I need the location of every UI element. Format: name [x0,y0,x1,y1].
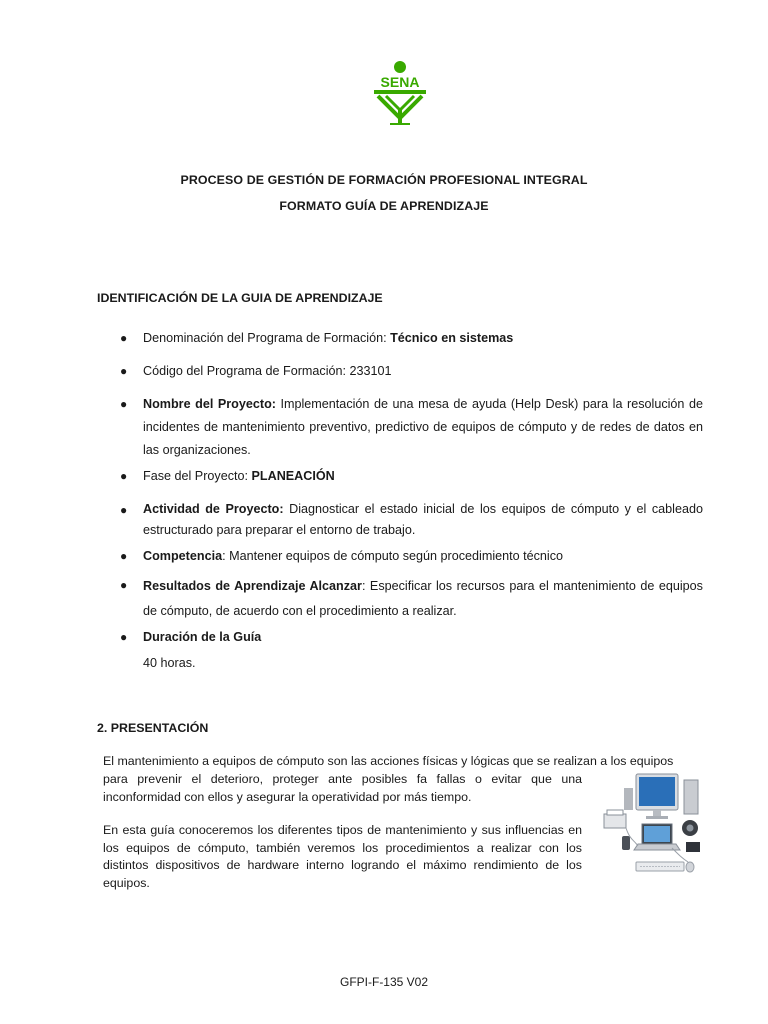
section-presentation-title: 2. PRESENTACIÓN [97,721,209,735]
logo-text: SENA [380,74,420,90]
presentation-paragraph-2: En esta guía conoceremos los diferentes tipos de mantenimiento y sus influencias en los equipos de cómputo, también veremos los procedimientos a realizar con los distintos dispositivos de hardware interno logrando el máximo rendimiento de los equipos. [103,823,582,890]
list-item-competence: ● Competencia: Mantener equipos de cómputo según procedimiento técnico [143,545,703,567]
sena-logo [368,60,432,126]
section-identification-title: IDENTIFICACIÓN DE LA GUIA DE APRENDIZAJE [97,291,383,305]
computer-equipment-image [600,770,710,880]
bullet-icon: ● [120,331,128,345]
presentation-paragraph-1-rest: para prevenir el deterioro, proteger ante posibles fa fallas o evitar que una inconformidad con ellos y asegurar la operatividad por más tiempo. [103,772,582,804]
document-header-format: FORMATO GUÍA DE APRENDIZAJE [279,199,489,213]
document-header-process: PROCESO DE GESTIÓN DE FORMACIÓN PROFESIONAL INTEGRAL [180,173,588,187]
footer-document-code: GFPI-F-135 V02 [339,975,429,989]
list-item-project-phase: ● Fase del Proyecto: PLANEACIÓN [143,465,703,487]
list-item-duration: ● Duración de la Guía 40 horas. [143,626,703,674]
presentation-paragraph-1-line-1: El mantenimiento a equipos de cómputo son las acciones físicas y lógicas que se realizan a los equipos [103,754,674,768]
list-item-learning-results: ● Resultados de Aprendizaje Alcanzar: Especificar los recursos para el mantenimiento de equipos de cómputo, de acuerdo con el procedimiento a realizar. [143,574,703,624]
bullet-icon: ● [120,364,128,378]
list-item-project-name: ● Nombre del Proyecto: Implementación de una mesa de ayuda (Help Desk) para la resolución de incidentes de mantenimiento preventivo, predictivo de equipos de cómputo y de redes de datos en las organizaciones. [143,393,703,462]
list-item-program-name: ● Denominación del Programa de Formación: Técnico en sistemas [143,327,703,349]
bullet-icon: ● [120,630,128,644]
bullet-icon: ● [120,578,128,592]
list-item-program-code: ● Código del Programa de Formación: 233101 [143,360,703,382]
duration-value: 40 horas. [143,656,196,670]
bullet-icon: ● [120,469,128,483]
bullet-icon: ● [120,503,128,517]
bullet-icon: ● [120,397,128,411]
list-item-project-activity: ● Actividad de Proyecto: Diagnosticar el estado inicial de los equipos de cómputo y el cableado estructurado para preparar el entorno de trabajo. [143,499,703,541]
bullet-icon: ● [120,549,128,563]
